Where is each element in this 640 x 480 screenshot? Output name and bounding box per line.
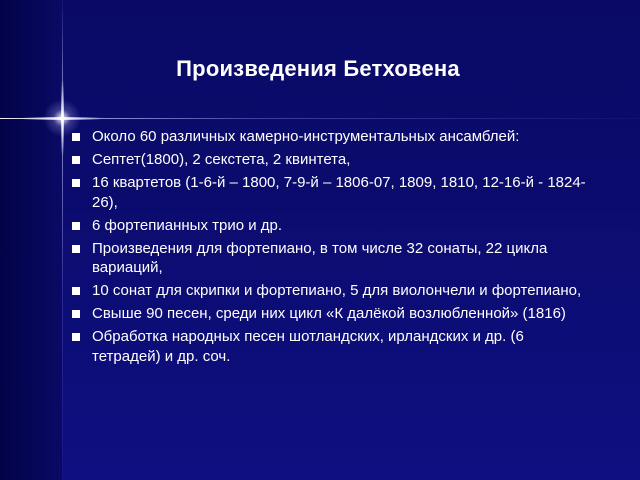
list-item (70, 281, 590, 301)
square-bullet-icon (72, 245, 80, 253)
square-bullet-icon (72, 156, 80, 164)
list-item-text: 6 фортепианных трио и др. (92, 216, 283, 234)
list-item (70, 127, 590, 147)
list-item (70, 216, 590, 236)
list-item-text: Септет(1800), 2 секстета, 2 квинтета, (92, 151, 351, 168)
list-item-text: Произведения для фортепиано, в том числе 32 сонаты, 22 цикла вариаций, (92, 239, 548, 276)
list-item-text: 16 квартетов (1-6-й – 1800, 7-9-й – 1806-07, 1809, 1810, 12-16-й - 1824-26), (92, 174, 586, 211)
bullet-list (70, 127, 590, 370)
slide-title: Произведения Бетховена (176, 56, 460, 81)
list-item (70, 150, 590, 170)
list-item (70, 173, 590, 212)
list-item-text: 10 сонат для скрипки и фортепиано, 5 для виолончели и фортепиано, (92, 282, 582, 299)
list-item-text: Обработка народных песен шотландских, ирландских и др. (6 тетрадей) и др. соч. (92, 328, 524, 365)
square-bullet-icon (72, 310, 80, 318)
square-bullet-icon (72, 287, 80, 295)
square-bullet-icon (72, 333, 80, 341)
list-item (70, 327, 590, 366)
sparkle-ray-horizontal (22, 117, 102, 120)
list-item (70, 304, 590, 324)
square-bullet-icon (72, 222, 80, 230)
list-item-text: Около 60 различных камерно-инструментальных ансамблей: (92, 128, 520, 145)
square-bullet-icon (72, 179, 80, 187)
list-item (70, 239, 590, 278)
list-item-text: Свыше 90 песен, среди них цикл «К далёкой возлюбленной» (1816) (92, 305, 566, 322)
square-bullet-icon (72, 133, 80, 141)
